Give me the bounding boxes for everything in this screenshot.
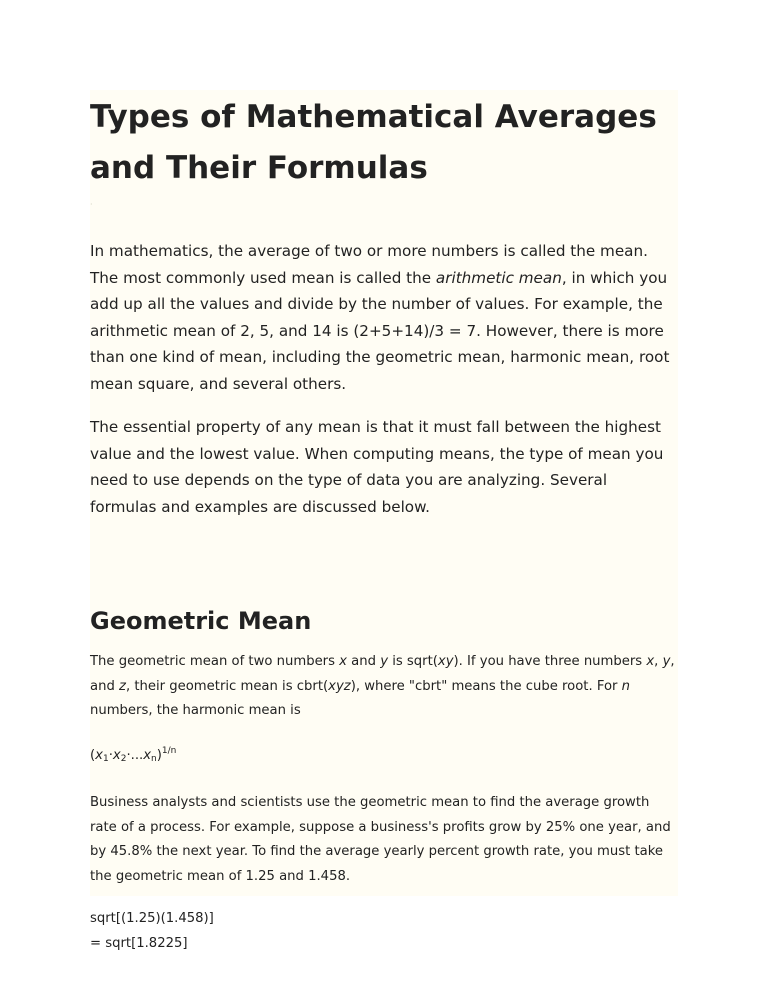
variable: n — [621, 678, 631, 694]
operator: · — [108, 747, 113, 763]
intro-paragraph-1 — [90, 238, 678, 397]
text-run: ), where "cbrt" means the cube root. For — [350, 678, 622, 694]
operator: ·... — [126, 747, 144, 763]
intro-paragraph-2: The essential property of any mean is that it must fall between the highest value and the lowest value. When computing means, the type of mean you need to use depends on the type of data you are analyzing. Several formulas and examples are discussed below. — [90, 418, 664, 516]
variable: x — [339, 654, 347, 669]
text-run: and — [346, 654, 381, 669]
subscript: n — [151, 753, 157, 764]
subscript: 2 — [120, 753, 127, 764]
text-run: ). If you have three numbers — [453, 654, 647, 669]
intro-text-b: , in which you add up all the values and divide by the number of values. For example, the arithmetic mean of 2, 5, and 14 is (2+5+14)/3 = 7. However, there is more than one kind of mean, including the geometric mean, harmonic mean, root mean square, and several others. — [90, 268, 670, 393]
exponent: 1/n — [161, 745, 177, 756]
text-run: is sqrt( — [388, 654, 438, 669]
calc-line-2: = sqrt[1.8225] — [90, 935, 188, 951]
variable: y — [662, 654, 671, 669]
article-content — [90, 90, 678, 956]
text-run: numbers, the harmonic mean is — [90, 703, 301, 718]
geometric-paragraph-1 — [90, 650, 678, 724]
variable: y — [380, 654, 388, 669]
subscript: 1 — [102, 753, 109, 764]
variable: xy — [437, 654, 454, 669]
intro-emphasis: arithmetic mean — [435, 268, 562, 287]
paren-close: ) — [156, 747, 162, 763]
text-run: , — [654, 654, 663, 669]
text-run: , their geometric mean is cbrt( — [125, 678, 329, 694]
geometric-mean-formula — [90, 739, 678, 772]
variable: x — [646, 654, 655, 669]
geometric-calculation — [90, 907, 678, 956]
paren-open: ( — [90, 747, 96, 763]
intro-text-a: In mathematics, the average of two or more numbers is called the mean. The most commonly used mean is called the — [90, 242, 648, 287]
variable: z — [119, 678, 126, 694]
page-title: Types of Mathematical Averages and Their Formulas — [90, 99, 657, 186]
calc-line-1: sqrt[(1.25)(1.458)] — [90, 911, 214, 926]
section-heading-geometric-mean: Geometric Mean — [90, 607, 312, 635]
variable: x — [95, 747, 103, 763]
text-run: The geometric mean of two numbers — [90, 654, 340, 669]
variable: xyz — [328, 678, 351, 694]
text-run: , and — [90, 654, 675, 694]
variable: x — [112, 747, 121, 763]
variable: x — [143, 747, 152, 763]
faint-mark: · — [90, 200, 93, 209]
geometric-paragraph-2: Business analysts and scientists use the geometric mean to find the average growth rate of a process. For example, suppose a business's profits grow by 25% one year, and by 45.8% the next year. To find the average yearly percent growth rate, you must take the geometric mean of 1.25 and 1.458. — [90, 795, 671, 884]
